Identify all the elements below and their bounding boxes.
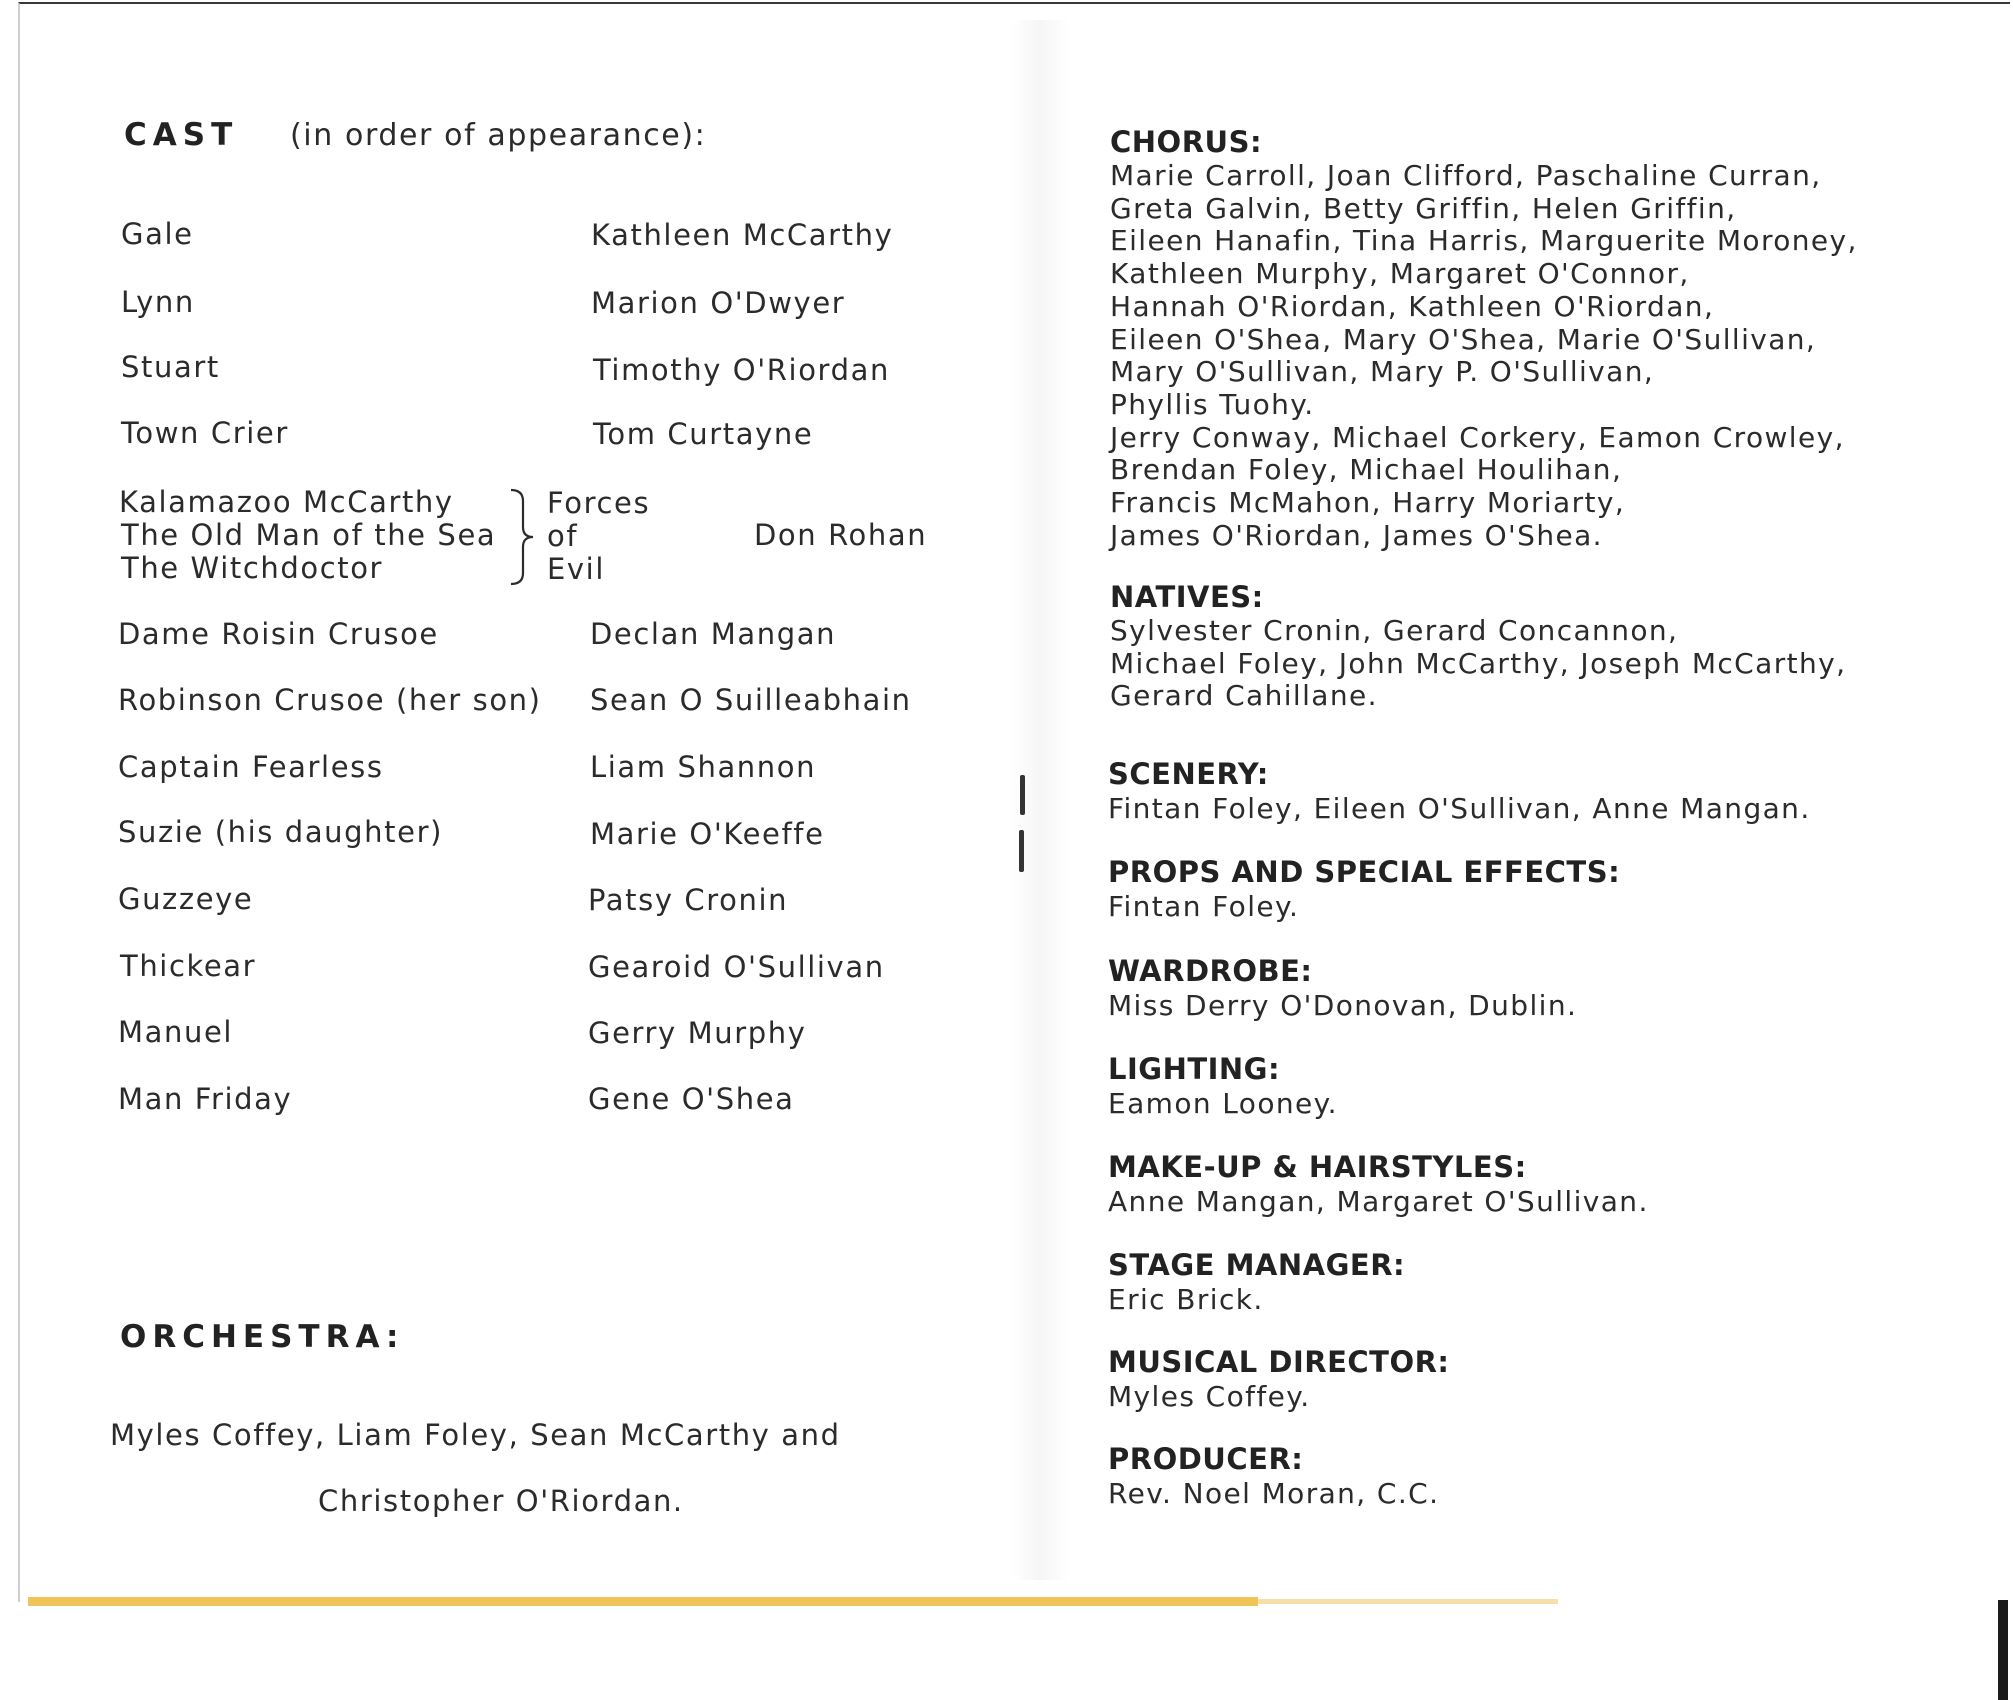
credit-line: Michael Foley, John McCarthy, Joseph McCarthy, [1110, 646, 1847, 680]
staple-top [1020, 775, 1025, 815]
cast-group-role: The Old Man of the Sea [121, 518, 497, 552]
section-heading: MUSICAL DIRECTOR: [1108, 1345, 1450, 1379]
cast-role: Suzie (his daughter) [118, 815, 444, 849]
credit-section-chorus [1110, 125, 1858, 552]
cast-role: Man Friday [118, 1082, 293, 1116]
cast-role: Robinson Crusoe (her son) [118, 683, 542, 717]
credit-section-lighting [1108, 1052, 1338, 1121]
cast-group-actor: Don Rohan [754, 518, 928, 552]
section-heading: STAGE MANAGER: [1108, 1248, 1406, 1282]
credit-section-wardrobe [1108, 954, 1578, 1023]
credit-line: Mary O'Sullivan, Mary P. O'Sullivan, [1110, 355, 1655, 389]
section-heading: WARDROBE: [1108, 954, 1313, 988]
credit-section-musical-director [1108, 1345, 1450, 1414]
credit-line: Eamon Looney. [1108, 1087, 1338, 1120]
cast-actor: Gene O'Shea [588, 1082, 795, 1116]
credit-line: Kathleen Murphy, Margaret O'Connor, [1110, 257, 1690, 291]
cast-role: Guzzeye [118, 882, 254, 916]
credit-line: Rev. Noel Moran, C.C. [1108, 1477, 1440, 1510]
credit-line: Francis McMahon, Harry Moriarty, [1110, 486, 1626, 520]
credit-line: Fintan Foley, Eileen O'Sullivan, Anne Mangan. [1108, 792, 1811, 825]
cast-actor: Declan Mangan [590, 617, 837, 651]
section-heading: PRODUCER: [1108, 1442, 1304, 1476]
cast-role: Gale [121, 217, 194, 251]
paper-edge [28, 1597, 1258, 1606]
credit-line: Fintan Foley. [1108, 890, 1300, 923]
cast-group-label: Evil [547, 552, 605, 586]
cast-actor: Kathleen McCarthy [591, 218, 894, 252]
cast-actor: Liam Shannon [590, 750, 817, 784]
orchestra-title: ORCHESTRA: [120, 1319, 405, 1355]
scan-border [1998, 1600, 2008, 1700]
cast-actor: Marie O'Keeffe [590, 817, 825, 851]
cast-role: Lynn [121, 285, 195, 319]
credit-line: Phyllis Tuohy. [1110, 387, 1315, 421]
credit-section-makeup [1108, 1150, 1649, 1219]
cast-role: Stuart [121, 350, 220, 384]
credit-line: Hannah O'Riordan, Kathleen O'Riordan, [1110, 289, 1715, 323]
credit-line: Jerry Conway, Michael Corkery, Eamon Crowley, [1110, 420, 1845, 454]
orchestra-line: Myles Coffey, Liam Foley, Sean McCarthy and [110, 1418, 841, 1452]
cast-actor: Timothy O'Riordan [593, 353, 890, 387]
credit-line: James O'Riordan, James O'Shea. [1110, 518, 1603, 552]
credit-section-stage-manager [1108, 1248, 1406, 1317]
staple-bottom [1019, 830, 1024, 872]
page-fold [1010, 20, 1070, 1580]
cast-role: Dame Roisin Crusoe [118, 617, 439, 651]
credit-line: Myles Coffey. [1108, 1380, 1311, 1413]
section-heading: SCENERY: [1108, 757, 1269, 791]
cast-group-label: Forces [547, 486, 651, 520]
cast-actor: Gearoid O'Sullivan [588, 950, 885, 984]
credit-line: Marie Carroll, Joan Clifford, Paschaline Curran, [1110, 159, 1822, 192]
credit-section-producer [1108, 1442, 1440, 1511]
credit-line: Brendan Foley, Michael Houlihan, [1110, 453, 1623, 487]
credit-line: Miss Derry O'Donovan, Dublin. [1108, 989, 1578, 1022]
credit-line: Eric Brick. [1108, 1283, 1264, 1316]
credit-section-scenery [1108, 757, 1811, 826]
cast-actor: Gerry Murphy [588, 1016, 807, 1050]
cast-actor: Tom Curtayne [593, 417, 814, 451]
paper-edge-right [1258, 1599, 1558, 1604]
credit-line: Sylvester Cronin, Gerard Concannon, [1110, 614, 1679, 647]
cast-actor: Marion O'Dwyer [591, 286, 846, 320]
credit-line: Eileen Hanafin, Tina Harris, Marguerite Moroney, [1110, 224, 1858, 258]
cast-group-role: The Witchdoctor [121, 551, 384, 585]
brace-bracket [507, 487, 537, 587]
section-heading: NATIVES: [1110, 580, 1264, 614]
cast-actor: Sean O Suilleabhain [590, 683, 912, 717]
section-heading: MAKE-UP & HAIRSTYLES: [1108, 1150, 1527, 1184]
cast-subtitle: (in order of appearance): [290, 118, 707, 153]
cast-role: Town Crier [121, 416, 289, 450]
section-heading: PROPS AND SPECIAL EFFECTS: [1108, 855, 1621, 889]
section-heading: LIGHTING: [1108, 1052, 1281, 1086]
credit-section-props [1108, 855, 1621, 924]
section-heading: CHORUS: [1110, 125, 1263, 159]
credit-line: Gerard Cahillane. [1110, 679, 1378, 713]
credit-line: Eileen O'Shea, Mary O'Shea, Marie O'Sullivan, [1110, 322, 1817, 356]
cast-group-label: of [547, 519, 579, 553]
cast-role: Thickear [120, 949, 257, 983]
credit-section-natives [1110, 580, 1847, 713]
cast-actor: Patsy Cronin [588, 883, 789, 917]
cast-group-role: Kalamazoo McCarthy [119, 485, 454, 519]
credit-line: Anne Mangan, Margaret O'Sullivan. [1108, 1185, 1649, 1218]
cast-role: Captain Fearless [118, 750, 384, 784]
cast-role: Manuel [118, 1015, 234, 1049]
orchestra-line: Christopher O'Riordan. [318, 1484, 684, 1518]
credit-line: Greta Galvin, Betty Griffin, Helen Griffin, [1110, 191, 1737, 225]
cast-title: CAST [124, 117, 239, 153]
